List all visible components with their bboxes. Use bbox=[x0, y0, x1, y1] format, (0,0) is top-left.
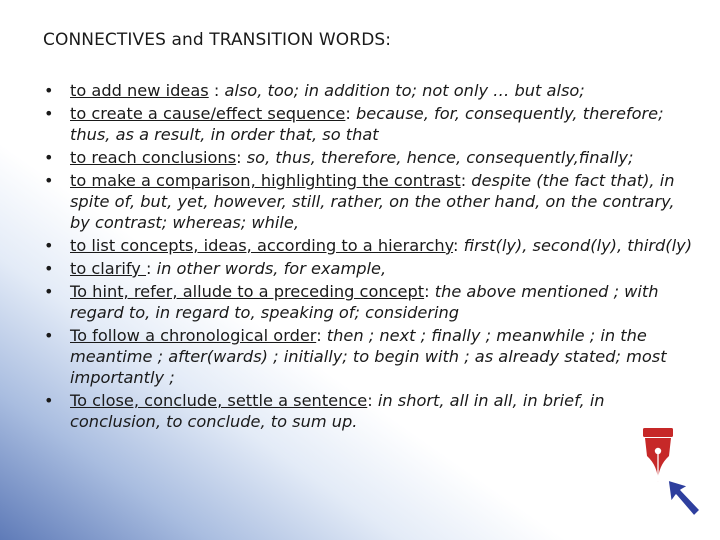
bullet: • bbox=[44, 391, 54, 410]
bullet: • bbox=[44, 171, 54, 190]
pen-band bbox=[643, 428, 673, 437]
bullet: • bbox=[44, 104, 54, 123]
bullet: • bbox=[44, 282, 54, 301]
examples-text: first(ly), second(ly), third(ly) bbox=[463, 236, 693, 255]
separator: : bbox=[316, 326, 327, 345]
list-item bbox=[44, 103, 694, 145]
examples-text: then ; next ; finally ; meanwhile ; in the meantime ; after(wards) ; initially; to begin with ; as already stated; most importantly ; bbox=[70, 326, 667, 387]
cursor-arrow bbox=[668, 480, 700, 516]
list-item bbox=[44, 147, 694, 168]
list-item bbox=[44, 325, 694, 388]
category-label: To close, conclude, settle a sentence bbox=[70, 391, 368, 410]
list-item bbox=[44, 390, 694, 432]
examples-text: the above mentioned ; with regard to, in regard to, speaking of; considering bbox=[70, 282, 659, 322]
examples-text: also, too; in addition to; not only … but also; bbox=[224, 81, 585, 100]
list-item bbox=[44, 258, 694, 279]
separator: : bbox=[208, 81, 225, 100]
examples-text: in other words, for example, bbox=[156, 259, 387, 278]
slide-title: CONNECTIVES and TRANSITION WORDS: bbox=[43, 30, 392, 50]
bullet: • bbox=[44, 236, 54, 255]
separator: : bbox=[460, 171, 472, 190]
list-item bbox=[44, 80, 694, 101]
separator: : bbox=[424, 282, 435, 301]
category-label: To follow a chronological order bbox=[70, 326, 317, 345]
bullet: • bbox=[44, 326, 54, 345]
examples-text: because, for, consequently, therefore; thus, as a result, in order that, so that bbox=[70, 104, 664, 144]
category-label: to clarify bbox=[70, 259, 147, 278]
separator: : bbox=[367, 391, 378, 410]
bullet: • bbox=[44, 81, 54, 100]
category-label: to add new ideas bbox=[70, 81, 209, 100]
list-item bbox=[44, 170, 694, 233]
bullet: • bbox=[44, 148, 54, 167]
pen-nib bbox=[643, 428, 673, 482]
category-label: to make a comparison, highlighting the contrast bbox=[70, 171, 461, 190]
examples-text: in short, all in all, in brief, in conclusion, to conclude, to sum up. bbox=[70, 391, 605, 431]
category-label: to list concepts, ideas, according to a hierarchy bbox=[70, 236, 454, 255]
examples-text: despite (the fact that), in spite of, but, yet, however, still, rather, on the other hand, on the contrary, by contrast; whereas; while, bbox=[70, 171, 675, 232]
separator: : bbox=[453, 236, 464, 255]
bullet: • bbox=[44, 259, 54, 278]
separator: : bbox=[146, 259, 157, 278]
category-label: To hint, refer, allude to a preceding concept bbox=[70, 282, 425, 301]
examples-text: so, thus, therefore, hence, consequently,finally; bbox=[246, 148, 634, 167]
separator: : bbox=[236, 148, 247, 167]
category-label: to create a cause/effect sequence bbox=[70, 104, 346, 123]
connectives-list bbox=[44, 80, 694, 434]
category-label: to reach conclusions bbox=[70, 148, 237, 167]
list-item bbox=[44, 281, 694, 323]
arrow-cursor-icon bbox=[668, 480, 700, 516]
fountain-pen-nib-icon bbox=[640, 426, 714, 520]
separator: : bbox=[345, 104, 356, 123]
list-item bbox=[44, 235, 694, 256]
